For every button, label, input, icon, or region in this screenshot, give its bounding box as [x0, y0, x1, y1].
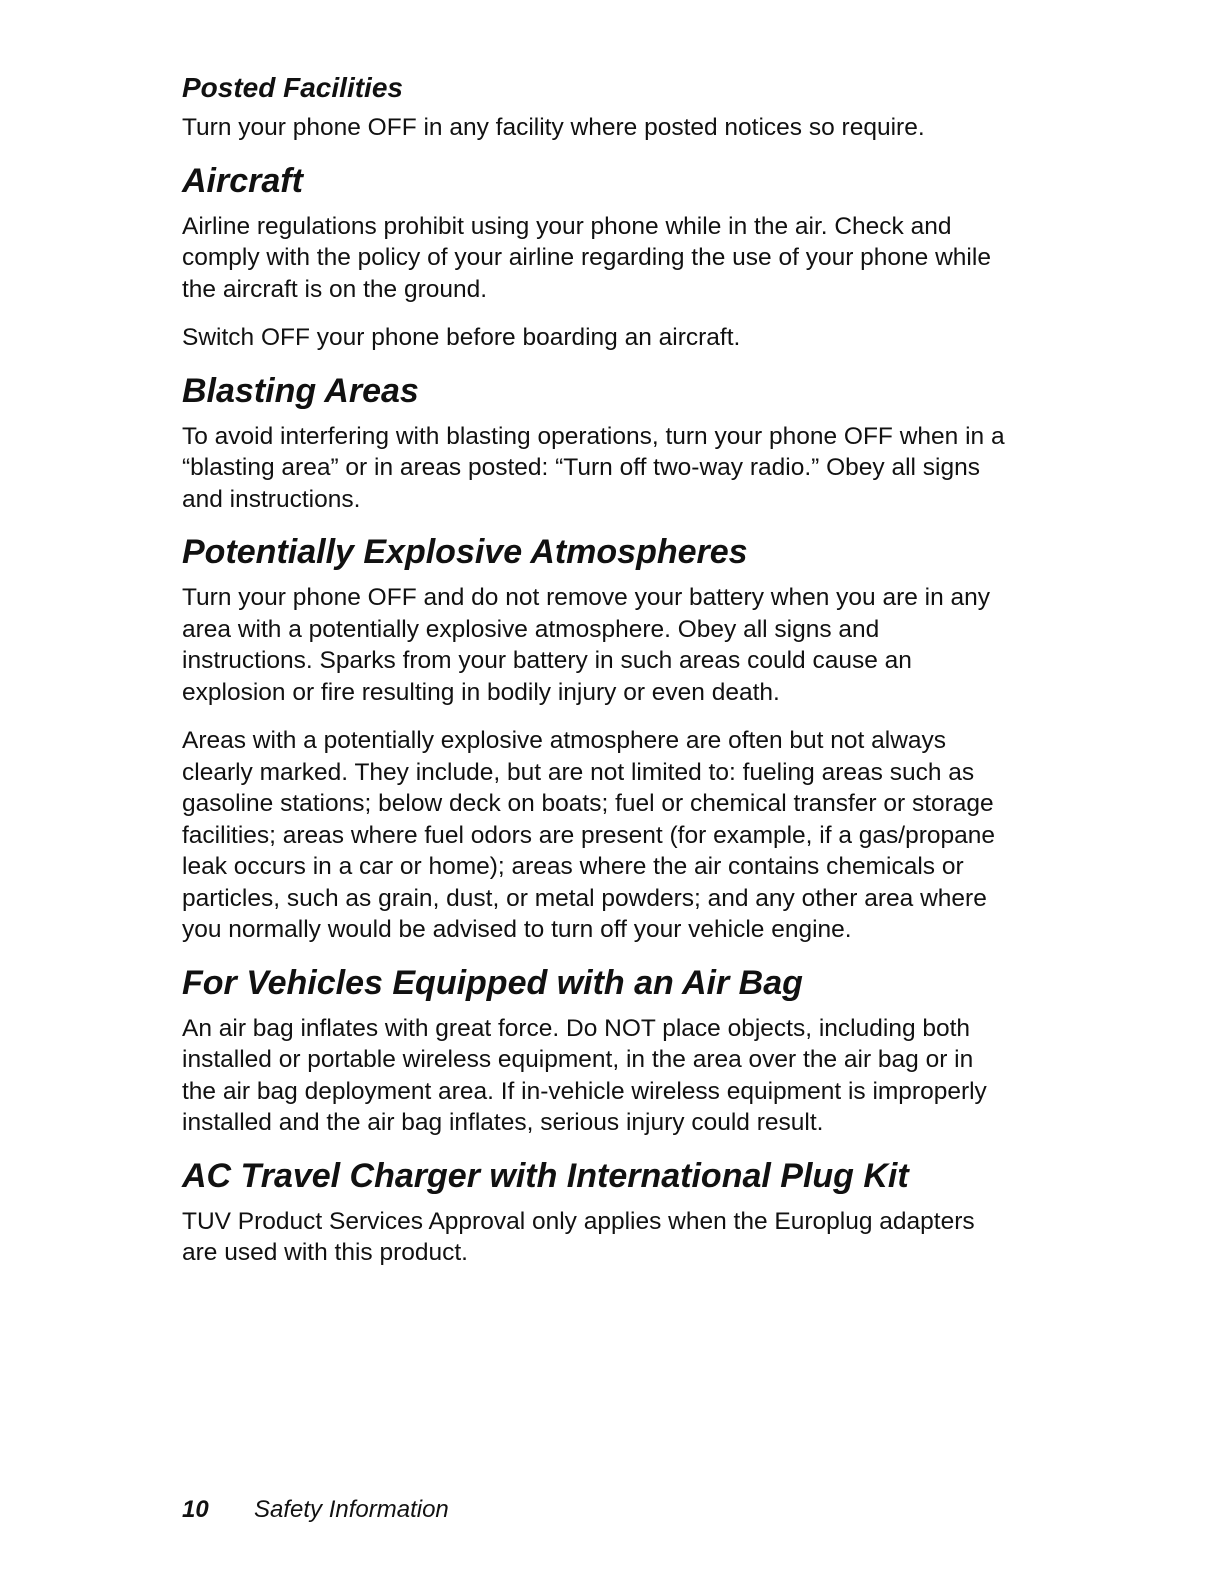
section-blasting-areas [182, 371, 1012, 516]
paragraph: Turn your phone OFF and do not remove your battery when you are in any area with a potentially explosive atmosphere. Obey all signs and instructions. Sparks from your battery in such areas could cause an explosion or fire resulting in bodily injury or even death. [182, 584, 991, 706]
paragraph: TUV Product Services Approval only applies when the Europlug adapters are used with this product. [182, 1207, 975, 1266]
paragraph: Turn your phone OFF in any facility where posted notices so require. [182, 114, 925, 141]
paragraph: Switch OFF your phone before boarding an aircraft. [182, 324, 741, 351]
paragraph: An air bag inflates with great force. Do NOT place objects, including both installed or portable wireless equipment, in the area over the air bag or in the air bag deployment area. If in-vehicle wireless equipment is improperly installed and the air bag inflates, serious injury could result. [182, 1014, 987, 1136]
section-posted-facilities [182, 70, 1012, 144]
section-explosive-atmospheres [182, 532, 1012, 946]
section-ac-travel-charger [182, 1156, 1012, 1269]
paragraph: To avoid interfering with blasting operations, turn your phone OFF when in a “blasting area” or in areas posted: “Turn off two-way radio.” Obey all signs and instructions. [182, 422, 1005, 513]
page-number: 10 [182, 1496, 209, 1523]
section-air-bag [182, 963, 1012, 1139]
page-footer [182, 1495, 449, 1525]
paragraph: Airline regulations prohibit using your phone while in the air. Check and comply with the policy of your airline regarding the use of your phone while the aircraft is on the ground. [182, 212, 991, 303]
section-heading: Potentially Explosive Atmospheres [182, 533, 748, 571]
paragraph: Areas with a potentially explosive atmosphere are often but not always clearly marked. They include, but are not limited to: fueling areas such as gasoline stations; below deck on boats; fuel or chemical transfer or storage facilities; areas where fuel odors are present (for example, if a gas/propane leak occurs in a car or home); areas where the air contains chemicals or particles, such as grain, dust, or metal powders; and any other area where you normally would be advised to turn off your vehicle engine. [182, 727, 996, 943]
section-heading: Posted Facilities [182, 72, 403, 103]
section-heading: Aircraft [182, 161, 303, 200]
section-heading: For Vehicles Equipped with an Air Bag [182, 963, 803, 1002]
document-page [182, 70, 1012, 1286]
section-heading: Blasting Areas [182, 371, 419, 410]
section-heading: AC Travel Charger with International Plug Kit [182, 1156, 909, 1195]
section-aircraft [182, 161, 1012, 354]
footer-section-title: Safety Information [254, 1496, 449, 1523]
